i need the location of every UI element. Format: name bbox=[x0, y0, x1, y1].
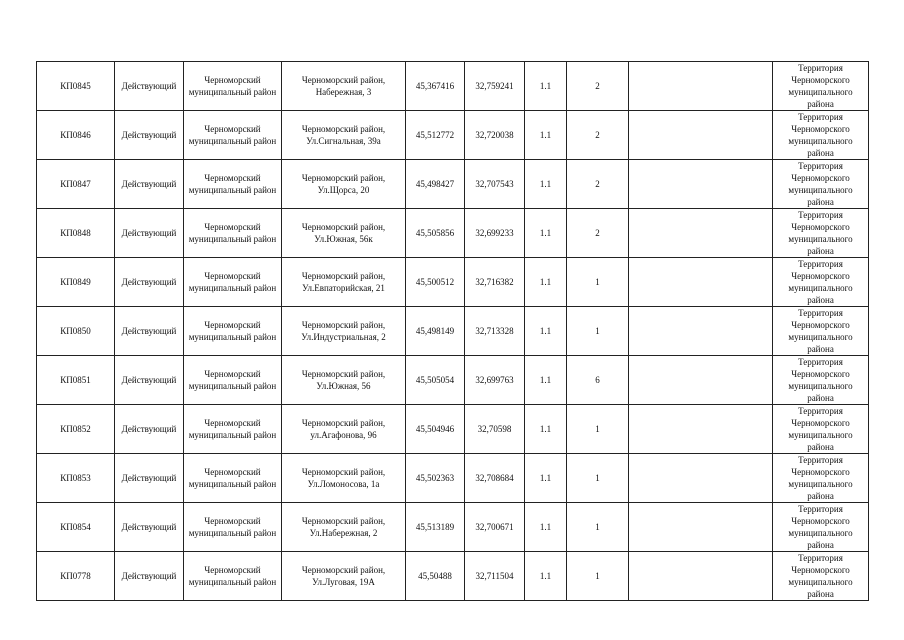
cell-address: Черноморский район, Ул.Сигнальная, 39а bbox=[282, 111, 406, 160]
cell-longitude: 32,759241 bbox=[465, 62, 525, 111]
cell-count: 2 bbox=[567, 62, 629, 111]
cell-district: Черноморский муниципальный район bbox=[184, 356, 282, 405]
cell-latitude: 45,504946 bbox=[406, 405, 465, 454]
cell-status: Действующий bbox=[115, 552, 184, 601]
cell-status: Действующий bbox=[115, 454, 184, 503]
cell-code: КП0852 bbox=[37, 405, 115, 454]
cell-latitude: 45,505856 bbox=[406, 209, 465, 258]
cell-status: Действующий bbox=[115, 209, 184, 258]
cell-note bbox=[629, 160, 773, 209]
cell-address: Черноморский район, Набережная, 3 bbox=[282, 62, 406, 111]
cell-latitude: 45,513189 bbox=[406, 503, 465, 552]
cell-note bbox=[629, 405, 773, 454]
table-row bbox=[37, 503, 869, 552]
cell-status: Действующий bbox=[115, 356, 184, 405]
cell-district: Черноморский муниципальный район bbox=[184, 111, 282, 160]
cell-count: 1 bbox=[567, 258, 629, 307]
cell-code: КП0849 bbox=[37, 258, 115, 307]
cell-count: 1 bbox=[567, 503, 629, 552]
cell-longitude: 32,707543 bbox=[465, 160, 525, 209]
cell-status: Действующий bbox=[115, 307, 184, 356]
cell-latitude: 45,367416 bbox=[406, 62, 465, 111]
cell-category: 1.1 bbox=[525, 552, 567, 601]
cell-district: Черноморский муниципальный район bbox=[184, 62, 282, 111]
cell-address: Черноморский район, Ул.Луговая, 19А bbox=[282, 552, 406, 601]
cell-category: 1.1 bbox=[525, 111, 567, 160]
cell-address: Черноморский район, Ул.Набережная, 2 bbox=[282, 503, 406, 552]
table-row bbox=[37, 405, 869, 454]
cell-code: КП0850 bbox=[37, 307, 115, 356]
cell-category: 1.1 bbox=[525, 160, 567, 209]
table-row bbox=[37, 454, 869, 503]
cell-note bbox=[629, 62, 773, 111]
cell-address: Черноморский район, ул.Агафонова, 96 bbox=[282, 405, 406, 454]
cell-longitude: 32,699233 bbox=[465, 209, 525, 258]
cell-longitude: 32,711504 bbox=[465, 552, 525, 601]
cell-district: Черноморский муниципальный район bbox=[184, 160, 282, 209]
cell-latitude: 45,505054 bbox=[406, 356, 465, 405]
cell-code: КП0847 bbox=[37, 160, 115, 209]
cell-latitude: 45,502363 bbox=[406, 454, 465, 503]
cell-note bbox=[629, 356, 773, 405]
cell-note bbox=[629, 503, 773, 552]
cell-address: Черноморский район, Ул.Южная, 56 bbox=[282, 356, 406, 405]
cell-territory: Территория Черноморского муниципального района bbox=[773, 209, 869, 258]
cell-code: КП0854 bbox=[37, 503, 115, 552]
cell-district: Черноморский муниципальный район bbox=[184, 258, 282, 307]
cell-latitude: 45,498427 bbox=[406, 160, 465, 209]
cell-category: 1.1 bbox=[525, 356, 567, 405]
cell-territory: Территория Черноморского муниципального района bbox=[773, 454, 869, 503]
cell-district: Черноморский муниципальный район bbox=[184, 454, 282, 503]
cell-longitude: 32,708684 bbox=[465, 454, 525, 503]
cell-note bbox=[629, 552, 773, 601]
cell-note bbox=[629, 307, 773, 356]
cell-status: Действующий bbox=[115, 405, 184, 454]
cell-latitude: 45,498149 bbox=[406, 307, 465, 356]
cell-code: КП0851 bbox=[37, 356, 115, 405]
cell-note bbox=[629, 258, 773, 307]
cell-longitude: 32,720038 bbox=[465, 111, 525, 160]
cell-code: КП0846 bbox=[37, 111, 115, 160]
cell-code: КП0845 bbox=[37, 62, 115, 111]
cell-latitude: 45,500512 bbox=[406, 258, 465, 307]
table-row bbox=[37, 62, 869, 111]
cell-note bbox=[629, 454, 773, 503]
cell-territory: Территория Черноморского муниципального района bbox=[773, 405, 869, 454]
table-body bbox=[37, 62, 869, 601]
cell-territory: Территория Черноморского муниципального района bbox=[773, 552, 869, 601]
cell-longitude: 32,699763 bbox=[465, 356, 525, 405]
cell-status: Действующий bbox=[115, 62, 184, 111]
cell-count: 1 bbox=[567, 405, 629, 454]
cell-category: 1.1 bbox=[525, 405, 567, 454]
cell-address: Черноморский район, Ул.Ломоносова, 1а bbox=[282, 454, 406, 503]
cell-note bbox=[629, 111, 773, 160]
table-row bbox=[37, 258, 869, 307]
table-row bbox=[37, 552, 869, 601]
cell-category: 1.1 bbox=[525, 307, 567, 356]
cell-status: Действующий bbox=[115, 258, 184, 307]
cell-code: КП0848 bbox=[37, 209, 115, 258]
cell-category: 1.1 bbox=[525, 454, 567, 503]
cell-longitude: 32,700671 bbox=[465, 503, 525, 552]
cell-count: 2 bbox=[567, 209, 629, 258]
cell-count: 2 bbox=[567, 111, 629, 160]
registry-table bbox=[36, 61, 869, 601]
cell-count: 1 bbox=[567, 552, 629, 601]
cell-territory: Территория Черноморского муниципального района bbox=[773, 356, 869, 405]
cell-category: 1.1 bbox=[525, 209, 567, 258]
table-row bbox=[37, 356, 869, 405]
cell-district: Черноморский муниципальный район bbox=[184, 405, 282, 454]
cell-address: Черноморский район, Ул.Индустриальная, 2 bbox=[282, 307, 406, 356]
cell-code: КП0853 bbox=[37, 454, 115, 503]
cell-count: 1 bbox=[567, 454, 629, 503]
table-row bbox=[37, 160, 869, 209]
table-row bbox=[37, 111, 869, 160]
cell-longitude: 32,713328 bbox=[465, 307, 525, 356]
cell-district: Черноморский муниципальный район bbox=[184, 307, 282, 356]
cell-category: 1.1 bbox=[525, 503, 567, 552]
cell-territory: Территория Черноморского муниципального района bbox=[773, 160, 869, 209]
cell-status: Действующий bbox=[115, 160, 184, 209]
table-row bbox=[37, 307, 869, 356]
cell-address: Черноморский район, Ул.Щорса, 20 bbox=[282, 160, 406, 209]
cell-territory: Территория Черноморского муниципального района bbox=[773, 258, 869, 307]
cell-code: КП0778 bbox=[37, 552, 115, 601]
cell-district: Черноморский муниципальный район bbox=[184, 209, 282, 258]
cell-territory: Территория Черноморского муниципального района bbox=[773, 62, 869, 111]
cell-territory: Территория Черноморского муниципального района bbox=[773, 111, 869, 160]
cell-latitude: 45,50488 bbox=[406, 552, 465, 601]
cell-category: 1.1 bbox=[525, 258, 567, 307]
cell-district: Черноморский муниципальный район bbox=[184, 552, 282, 601]
cell-longitude: 32,716382 bbox=[465, 258, 525, 307]
cell-count: 1 bbox=[567, 307, 629, 356]
table-row bbox=[37, 209, 869, 258]
cell-territory: Территория Черноморского муниципального района bbox=[773, 307, 869, 356]
cell-district: Черноморский муниципальный район bbox=[184, 503, 282, 552]
cell-latitude: 45,512772 bbox=[406, 111, 465, 160]
cell-count: 6 bbox=[567, 356, 629, 405]
cell-territory: Территория Черноморского муниципального района bbox=[773, 503, 869, 552]
cell-longitude: 32,70598 bbox=[465, 405, 525, 454]
cell-status: Действующий bbox=[115, 111, 184, 160]
cell-note bbox=[629, 209, 773, 258]
cell-address: Черноморский район, Ул.Евпаторийская, 21 bbox=[282, 258, 406, 307]
cell-category: 1.1 bbox=[525, 62, 567, 111]
cell-status: Действующий bbox=[115, 503, 184, 552]
cell-count: 2 bbox=[567, 160, 629, 209]
cell-address: Черноморский район, Ул.Южная, 56к bbox=[282, 209, 406, 258]
